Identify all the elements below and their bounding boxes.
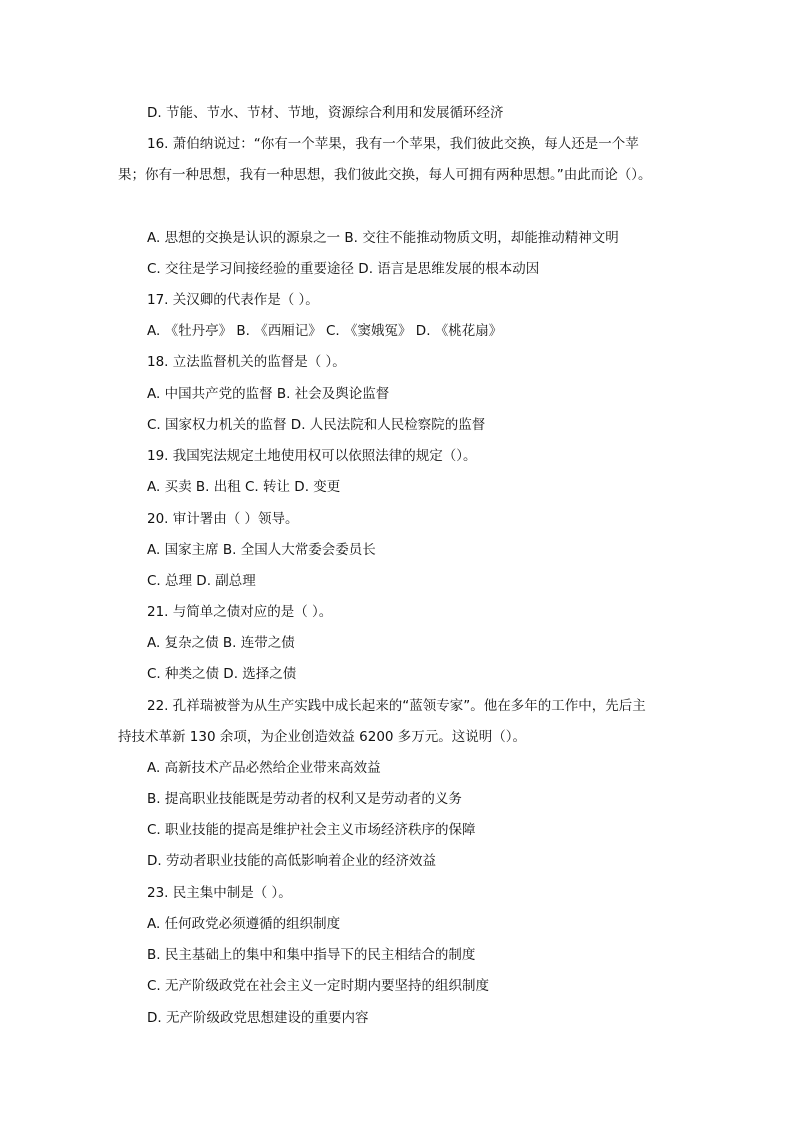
q21-options-cd: C. 种类之债 D. 选择之债 — [147, 666, 297, 682]
q22-option-a: A. 高新技术产品必然给企业带来高效益 — [147, 760, 381, 776]
question-21: 21. 与简单之债对应的是（ ）。 — [147, 604, 333, 620]
q22-option-d: D. 劳动者职业技能的高低影响着企业的经济效益 — [147, 853, 436, 869]
q23-option-c: C. 无产阶级政党在社会主义一定时期内要坚持的组织制度 — [147, 978, 490, 994]
q22-option-c: C. 职业技能的提高是维护社会主义市场经济秩序的保障 — [147, 822, 476, 838]
q16-options-ab: A. 思想的交换是认识的源泉之一 B. 交往不能推动物质文明，却能推动精神文明 — [147, 230, 619, 246]
option-d-q15: D. 节能、节水、节材、节地，资源综合利用和发展循环经济 — [147, 105, 504, 121]
question-17: 17. 关汉卿的代表作是（ ）。 — [147, 292, 319, 308]
q22-option-b: B. 提高职业技能既是劳动者的权利又是劳动者的义务 — [147, 791, 462, 807]
q18-options-cd: C. 国家权力机关的监督 D. 人民法院和人民检察院的监督 — [147, 417, 486, 433]
question-23: 23. 民主集中制是（ ）。 — [147, 885, 292, 901]
question-19: 19. 我国宪法规定土地使用权可以依照法律的规定（）。 — [147, 448, 477, 464]
q20-options-cd: C. 总理 D. 副总理 — [147, 573, 256, 589]
q19-options: A. 买卖 B. 出租 C. 转让 D. 变更 — [147, 479, 341, 495]
question-18: 18. 立法监督机关的监督是（ ）。 — [147, 354, 346, 370]
q23-option-b: B. 民主基础上的集中和集中指导下的民主相结合的制度 — [147, 947, 476, 963]
q23-option-d: D. 无产阶级政党思想建设的重要内容 — [147, 1010, 369, 1026]
q16-options-cd: C. 交往是学习间接经验的重要途径 D. 语言是思维发展的根本动因 — [147, 261, 540, 277]
question-22-line-1: 22. 孔祥瑞被誉为从生产实践中成长起来的“蓝领专家”。他在多年的工作中，先后主 — [147, 698, 646, 714]
question-22-line-2: 持技术革新 130 余项，为企业创造效益 6200 多万元。这说明（）。 — [118, 729, 527, 745]
q20-options-ab: A. 国家主席 B. 全国人大常委会委员长 — [147, 542, 376, 558]
q18-options-ab: A. 中国共产党的监督 B. 社会及舆论监督 — [147, 386, 390, 402]
q21-options-ab: A. 复杂之债 B. 连带之债 — [147, 635, 295, 651]
q23-option-a: A. 任何政党必须遵循的组织制度 — [147, 916, 341, 932]
question-16-line-1: 16. 萧伯纳说过：“你有一个苹果，我有一个苹果，我们彼此交换，每人还是一个苹 — [147, 136, 639, 152]
q17-options: A. 《牡丹亭》 B. 《西厢记》 C. 《窦娥冤》 D. 《桃花扇》 — [147, 323, 503, 339]
question-20: 20. 审计署由（ ）领导。 — [147, 511, 299, 527]
question-16-line-2: 果；你有一种思想，我有一种思想，我们彼此交换，每人可拥有两种思想。”由此而论（）。 — [118, 167, 652, 183]
